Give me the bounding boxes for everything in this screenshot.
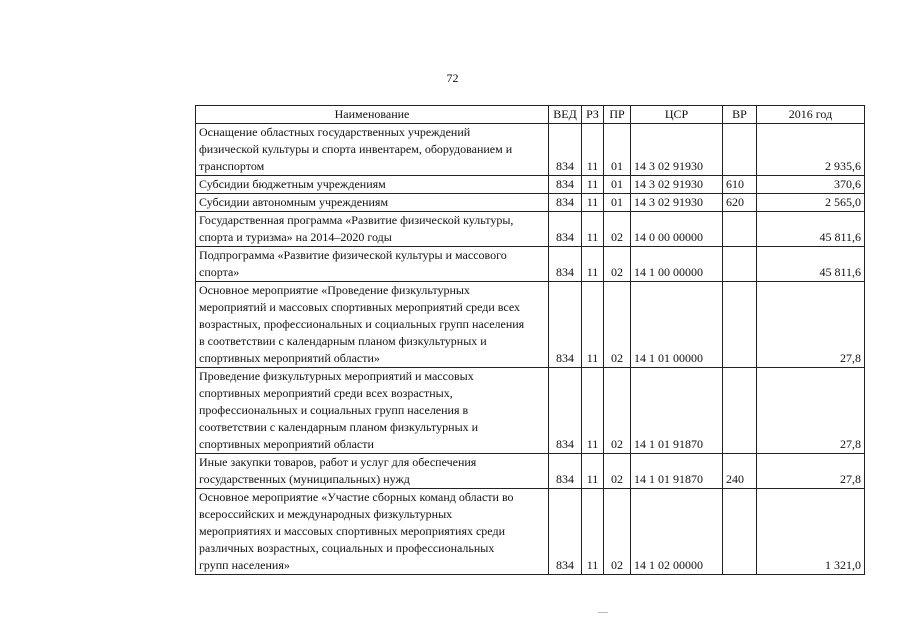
row-name-line: спорта и туризма» на 2014–2020 годы (199, 230, 392, 244)
row-name (196, 124, 549, 176)
row-rz: 11 (582, 247, 604, 282)
row-amount: 27,8 (757, 282, 865, 368)
row-csr: 14 3 02 91930 (631, 194, 723, 212)
table-row (196, 212, 865, 247)
header-rz: РЗ (582, 106, 604, 124)
row-rz: 11 (582, 194, 604, 212)
row-name-line: спорта» (199, 265, 240, 279)
row-csr: 14 0 00 00000 (631, 212, 723, 247)
row-vr: 240 (723, 454, 757, 489)
row-ved: 834 (549, 368, 582, 454)
row-amount: 45 811,6 (757, 247, 865, 282)
row-name (196, 176, 549, 194)
row-vr (723, 489, 757, 575)
row-name-line: Основное мероприятие «Проведение физкультурных (199, 283, 470, 297)
row-name (196, 368, 549, 454)
row-csr: 14 1 00 00000 (631, 247, 723, 282)
row-rz: 11 (582, 212, 604, 247)
row-csr: 14 1 01 91870 (631, 454, 723, 489)
header-ved: ВЕД (549, 106, 582, 124)
row-csr: 14 1 02 00000 (631, 489, 723, 575)
table-row (196, 176, 865, 194)
row-rz: 11 (582, 282, 604, 368)
row-amount: 45 811,6 (757, 212, 865, 247)
row-vr (723, 247, 757, 282)
row-pr: 01 (604, 176, 631, 194)
row-name-line: Государственная программа «Развитие физической культуры, (199, 213, 514, 227)
row-pr: 02 (604, 212, 631, 247)
row-amount: 1 321,0 (757, 489, 865, 575)
row-name (196, 454, 549, 489)
row-amount: 2 565,0 (757, 194, 865, 212)
row-name-line: профессиональных и социальных групп населения в (199, 403, 469, 417)
row-name-line: всероссийских и международных физкультурных (199, 507, 453, 521)
row-rz: 11 (582, 368, 604, 454)
row-name-line: физической культуры и спорта инвентарем, оборудованием и (199, 142, 513, 156)
table-row (196, 489, 865, 575)
row-csr: 14 3 02 91930 (631, 124, 723, 176)
row-ved: 834 (549, 247, 582, 282)
row-pr: 02 (604, 489, 631, 575)
row-name (196, 194, 549, 212)
row-name-line: Субсидии автономным учреждениям (199, 195, 389, 209)
row-name (196, 247, 549, 282)
row-csr: 14 1 01 91870 (631, 368, 723, 454)
row-ved: 834 (549, 212, 582, 247)
row-name-line: возрастных, профессиональных и социальных групп населения (199, 317, 525, 331)
row-vr (723, 282, 757, 368)
row-vr (723, 212, 757, 247)
row-ved: 834 (549, 194, 582, 212)
table-row (196, 454, 865, 489)
row-amount: 370,6 (757, 176, 865, 194)
row-name-line: транспортом (199, 159, 265, 173)
row-name (196, 212, 549, 247)
row-rz: 11 (582, 124, 604, 176)
row-name (196, 489, 549, 575)
header-csr: ЦСР (631, 106, 723, 124)
row-name-line: мероприятиях и массовых спортивных мероприятиях среди (199, 524, 506, 538)
header-pr: ПР (604, 106, 631, 124)
table-row (196, 124, 865, 176)
row-pr: 01 (604, 124, 631, 176)
row-ved: 834 (549, 282, 582, 368)
row-name-line: групп населения» (199, 558, 290, 572)
row-name-line: Субсидии бюджетным учреждениям (199, 177, 386, 191)
row-name-line: различных возрастных, социальных и профессиональных (199, 541, 495, 555)
table-body (196, 124, 865, 575)
page-number: 72 (446, 71, 459, 85)
table-row (196, 368, 865, 454)
row-pr: 01 (604, 194, 631, 212)
row-ved: 834 (549, 124, 582, 176)
table-header-row (196, 106, 865, 124)
table-row (196, 282, 865, 368)
row-name-line: Подпрограмма «Развитие физической культуры и массового (199, 248, 507, 262)
row-pr: 02 (604, 282, 631, 368)
row-amount: 2 935,6 (757, 124, 865, 176)
row-rz: 11 (582, 454, 604, 489)
table-row (196, 247, 865, 282)
table-row (196, 194, 865, 212)
row-ved: 834 (549, 489, 582, 575)
header-vr: ВР (723, 106, 757, 124)
row-name-line: спортивных мероприятий области» (199, 351, 380, 365)
row-csr: 14 1 01 00000 (631, 282, 723, 368)
row-vr (723, 368, 757, 454)
row-name-line: в соответствии с календарным планом физкультурных и (199, 334, 487, 348)
row-name-line: Оснащение областных государственных учреждений (199, 125, 471, 139)
row-pr: 02 (604, 368, 631, 454)
row-vr (723, 124, 757, 176)
header-year: 2016 год (757, 106, 865, 124)
row-amount: 27,8 (757, 454, 865, 489)
row-name (196, 282, 549, 368)
row-name-line: спортивных мероприятий области (199, 437, 374, 451)
row-rz: 11 (582, 176, 604, 194)
row-name-line: государственных (муниципальных) нужд (199, 472, 410, 486)
row-amount: 27,8 (757, 368, 865, 454)
row-vr: 620 (723, 194, 757, 212)
row-name-line: Проведение физкультурных мероприятий и массовых (199, 369, 474, 383)
row-ved: 834 (549, 176, 582, 194)
row-name-line: Основное мероприятие «Участие сборных команд области во (199, 490, 514, 504)
row-csr: 14 3 02 91930 (631, 176, 723, 194)
row-vr: 610 (723, 176, 757, 194)
row-rz: 11 (582, 489, 604, 575)
row-pr: 02 (604, 247, 631, 282)
row-pr: 02 (604, 454, 631, 489)
row-name-line: Иные закупки товаров, работ и услуг для обеспечения (199, 455, 477, 469)
row-name-line: мероприятий и массовых спортивных мероприятий среди всех (199, 300, 521, 314)
scan-mark (598, 612, 608, 613)
header-name: Наименование (196, 106, 549, 124)
row-name-line: спортивных мероприятий среди всех возрастных, (199, 386, 453, 400)
budget-table (195, 105, 865, 575)
row-ved: 834 (549, 454, 582, 489)
row-name-line: соответствии с календарным планом физкультурных и (199, 420, 479, 434)
